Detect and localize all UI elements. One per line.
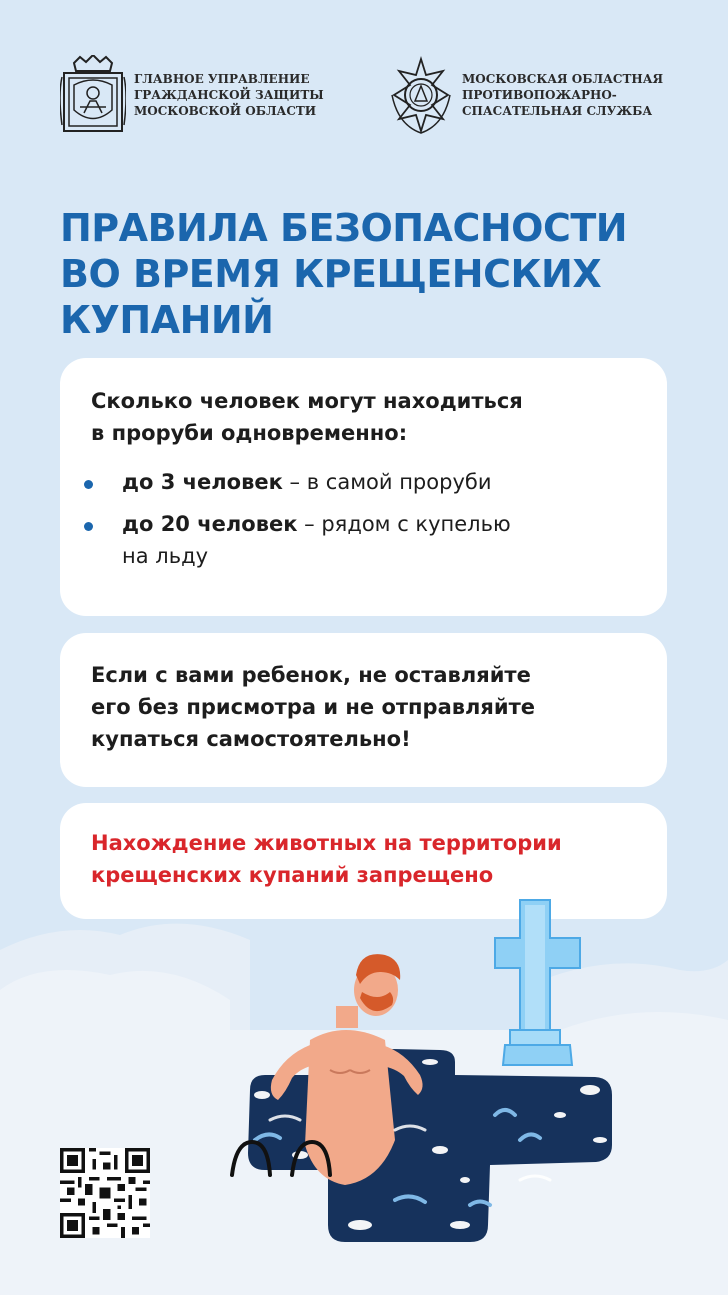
list-item — [84, 508, 511, 572]
list-item-text — [122, 508, 511, 572]
list-item-rest: на льду — [122, 544, 209, 568]
warning-line: Нахождение животных на территории — [91, 831, 562, 855]
org-fire-rescue — [388, 55, 663, 135]
list-item-text — [122, 466, 491, 498]
capacity-heading — [91, 385, 523, 449]
list-item-rest: – в самой проруби — [282, 470, 492, 494]
qr-code-icon[interactable] — [60, 1148, 150, 1238]
org-civil-defense — [60, 55, 324, 135]
list-item-bold: до 3 человек — [122, 470, 283, 494]
org-line: ГЛАВНОЕ УПРАВЛЕНИЕ — [134, 72, 310, 86]
capacity-list — [84, 466, 511, 582]
org-fire-rescue-name — [462, 71, 663, 119]
list-item-bold: до 20 человек — [122, 512, 298, 536]
org-line: МОСКОВСКАЯ ОБЛАСТНАЯ — [462, 72, 664, 86]
bullet-dot-icon — [84, 480, 93, 489]
children-card — [60, 633, 667, 787]
moscow-region-coat-of-arms-icon — [60, 55, 126, 135]
org-line: МОСКОВСКОЙ ОБЛАСТИ — [134, 104, 317, 118]
title-line: ПРАВИЛА БЕЗОПАСНОСТИ — [60, 206, 628, 250]
title-line: ВО ВРЕМЯ КРЕЩЕНСКИХ — [60, 252, 602, 296]
org-line: ПРОТИВОПОЖАРНО- — [462, 88, 617, 102]
org-line: ГРАЖДАНСКОЙ ЗАЩИТЫ — [134, 88, 324, 102]
warning-line: купаться самостоятельно! — [91, 727, 411, 751]
org-line: СПАСАТЕЛЬНАЯ СЛУЖБА — [462, 104, 653, 118]
bullet-dot-icon — [84, 522, 93, 531]
warning-line: его без присмотра и не отправляйте — [91, 695, 536, 719]
heading-line: в проруби одновременно: — [91, 421, 408, 445]
page-title — [60, 205, 627, 343]
org-civil-defense-name — [134, 71, 324, 119]
warning-line: Если с вами ребенок, не оставляйте — [91, 663, 531, 687]
capacity-card — [60, 358, 667, 616]
heading-line: Сколько человек могут находиться — [91, 389, 523, 413]
children-warning — [91, 659, 535, 755]
list-item-rest: – рядом с купелью — [297, 512, 511, 536]
fire-rescue-service-emblem-icon — [388, 55, 454, 135]
warning-line: крещенских купаний запрещено — [91, 863, 494, 887]
title-line: КУПАНИЙ — [60, 298, 274, 342]
list-item — [84, 466, 511, 498]
